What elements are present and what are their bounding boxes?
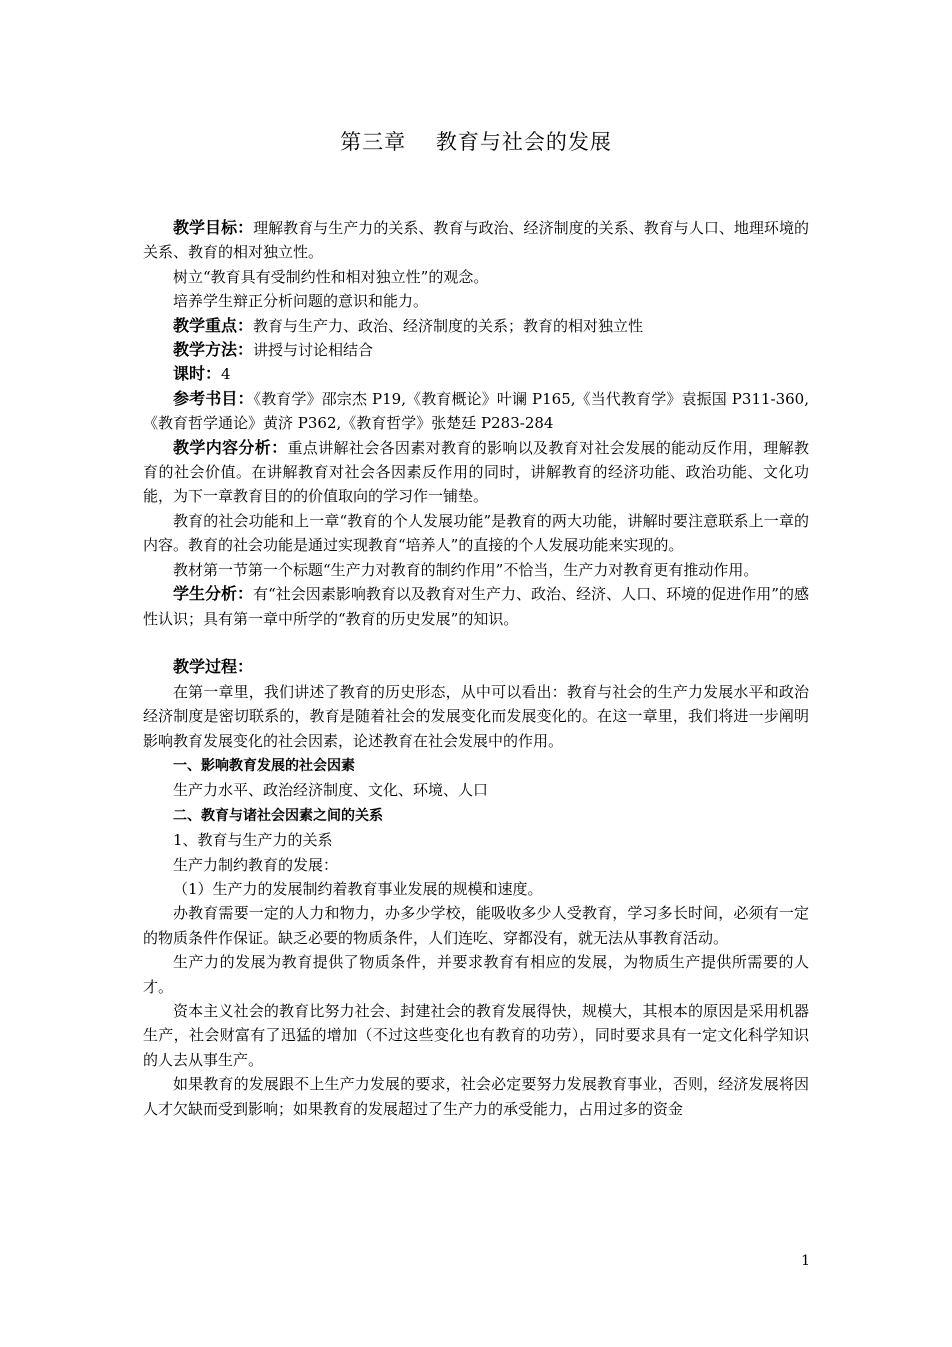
paragraph-text: 资本主义社会的教育比努力社会、封建社会的教育发展得快，规模大，其根本的原因是采用机器生产，社会财富有了迅猛的增加（不过这些变化也有教育的功劳），同时要求具有一定文化科学知识的人去从事生产。 [143, 1001, 809, 1069]
paragraph-text: 教育的社会功能和上一章“教育的个人发展功能”是教育的两大功能，讲解时要注意联系上一章的内容。教育的社会功能是通过实现教育“培养人”的直接的个人发展功能来实现的。 [143, 511, 809, 555]
paragraph-label: 教学重点： [173, 315, 254, 335]
paragraph-text: 生产力制约教育的发展： [173, 855, 339, 874]
paragraph [143, 853, 809, 877]
paragraph [143, 216, 809, 265]
paragraph [143, 877, 809, 901]
paragraph [143, 582, 809, 631]
paragraph [143, 436, 809, 509]
paragraph [143, 314, 809, 338]
paragraph-label: 教学方法： [173, 340, 254, 360]
paragraph [143, 778, 809, 802]
document-body [143, 216, 809, 1121]
paragraph-label: 学生分析： [173, 584, 254, 604]
section-heading-text: 一、影响教育发展的社会因素 [173, 757, 355, 774]
paragraph [143, 362, 809, 386]
paragraph [143, 509, 809, 558]
paragraph [143, 387, 809, 436]
paragraph [143, 828, 809, 852]
paragraph-text: 生产力水平、政治经济制度、文化、环境、人口 [173, 781, 489, 800]
paragraph [143, 338, 809, 362]
paragraph [143, 558, 809, 582]
paragraph-label: 教学过程： [173, 657, 254, 677]
paragraph-text: 《教育学》邵宗杰 P19,《教育概论》叶谰 P165,《当代教育学》袁振国 P311-360,《教育哲学通论》黄济 P362,《教育哲学》张楚廷 P283-284 [143, 389, 809, 433]
paragraph-text: 4 [221, 365, 231, 384]
section-heading [143, 753, 809, 778]
paragraph-text: 讲授与讨论相结合 [253, 341, 374, 360]
paragraph-text: 1、教育与生产力的关系 [173, 831, 333, 850]
paragraph-text: （1）生产力的发展制约着教育事业发展的规模和速度。 [173, 879, 543, 898]
paragraph [143, 655, 809, 679]
paragraph-text: 生产力的发展为教育提供了物质条件，并要求教育有相应的发展，为物质生产提供所需要的人才。 [143, 953, 809, 996]
paragraph [143, 680, 809, 753]
paragraph-text: 重点讲解社会各因素对教育的影响以及教育对社会发展的能动反作用，理解教育的社会价值。在讲解教育对社会各因素反作用的同时，讲解教育的经济功能、政治功能、文化功能，为下一章教育目的的价值取向的学习作一铺垫。 [143, 438, 809, 506]
paragraph-text: 有“社会因素影响教育以及教育对生产力、政治、经济、人口、环境的促进作用”的感性认识；具有第一章中所学的“教育的历史发展”的知识。 [143, 585, 809, 628]
paragraph-text: 在第一章里，我们讲述了教育的历史形态，从中可以看出：教育与社会的生产力发展水平和政治经济制度是密切联系的，教育是随着社会的发展变化而发展变化的。在这一章里，我们将进一步阐明影响教育发展变化的社会因素，论述教育在社会发展中的作用。 [143, 682, 809, 750]
paragraph-label: 参考书目： [173, 388, 254, 408]
paragraph-text: 教材第一节第一个标题“生产力对教育的制约作用”不恰当，生产力对教育更有推动作用。 [173, 560, 759, 579]
blank-line [143, 631, 809, 655]
paragraph-label: 课时： [173, 364, 222, 384]
section-heading-text: 二、教育与诸社会因素之间的关系 [173, 807, 383, 824]
paragraph-text: 培养学生辩正分析问题的意识和能力。 [173, 292, 429, 311]
paragraph [143, 950, 809, 999]
paragraph-text: 树立“教育具有受制约性和相对独立性”的观念。 [173, 267, 489, 286]
paragraph [143, 289, 809, 313]
paragraph [143, 1072, 809, 1121]
paragraph-label: 教学目标： [173, 218, 254, 237]
paragraph-text: 理解教育与生产力的关系、教育与政治、经济制度的关系、教育与人口、地理环境的关系、教育的相对独立性。 [143, 219, 809, 262]
paragraph [143, 265, 809, 289]
chapter-title: 第三章 教育与社会的发展 [340, 130, 612, 154]
section-heading [143, 803, 809, 828]
page-number: 1 [801, 1253, 810, 1269]
paragraph-text: 教育与生产力、政治、经济制度的关系；教育的相对独立性 [253, 316, 644, 335]
paragraph [143, 901, 809, 950]
paragraph [143, 999, 809, 1072]
paragraph-label: 教学内容分析： [173, 437, 288, 457]
paragraph-text: 办教育需要一定的人力和物力，办多少学校，能吸收多少人受教育，学习多长时间，必须有一定的物质条件作保证。缺乏必要的物质条件，人们连吃、穿都没有，就无法从事教育活动。 [143, 904, 809, 947]
paragraph-text: 如果教育的发展跟不上生产力发展的要求，社会必定要努力发展教育事业，否则，经济发展将因人才欠缺而受到影响；如果教育的发展超过了生产力的承受能力，占用过多的资金 [143, 1075, 809, 1118]
